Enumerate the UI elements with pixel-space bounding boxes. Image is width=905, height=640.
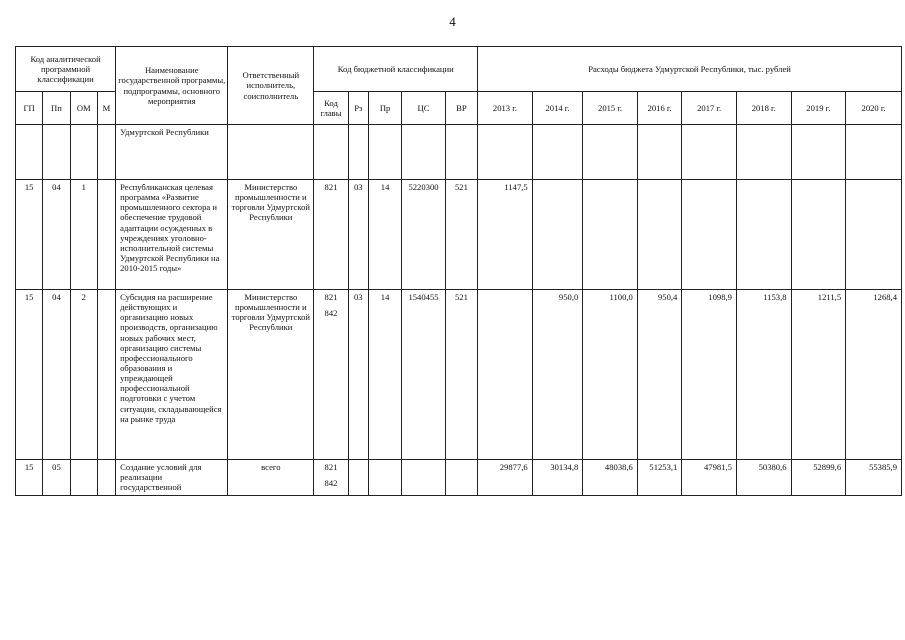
row-value-2017 [682,180,737,290]
row-cs [402,460,445,496]
row-value-2017: 47981,5 [682,460,737,496]
row-value-2016 [637,180,681,290]
row-value-2014: 950,0 [532,290,583,460]
header-rz: Рз [348,92,368,125]
header-row-1 [16,47,902,92]
row-value-2018: 50380,6 [736,460,791,496]
header-analytic-code: Код аналитической программной классификации [16,47,116,92]
row-gp: 15 [16,290,43,460]
row-value-2016: 950,4 [637,290,681,460]
row-pr: 14 [368,180,401,290]
row-vr: 521 [445,290,477,460]
header-year-2014: 2014 г. [532,92,583,125]
row-pr: 14 [368,290,401,460]
row-kod-glavy: 821 842 [314,290,348,460]
row-name: Создание условий для реализации государственной [116,460,228,496]
table-row [16,290,902,460]
header-budget-code: Код бюджетной классификации [314,47,478,92]
header-pr: Пр [368,92,401,125]
row-rz: 03 [348,290,368,460]
row-responsible: Министерство промышленности и торговли Удмуртской Республики [228,290,314,460]
header-year-2018: 2018 г. [736,92,791,125]
row-value-2019: 1211,5 [791,290,846,460]
row-om: 1 [70,180,97,290]
row-value-2015 [583,180,638,290]
row-value-2020: 55385,9 [846,460,902,496]
row-value-2015: 48038,6 [583,460,638,496]
header-year-2015: 2015 г. [583,92,638,125]
row-value-2020 [846,180,902,290]
header-gp: ГП [16,92,43,125]
budget-table [15,46,902,496]
row-gp: 15 [16,180,43,290]
row-responsible: всего [228,460,314,496]
row-rz: 03 [348,180,368,290]
row-rz [348,460,368,496]
row-value-2020: 1268,4 [846,290,902,460]
row-name: Субсидия на расширение действующих и организацию новых производств, организацию новых рабочих мест, организацию системы профессионального образования и упреждающей профессиональной подготовки с учетом ситуации, складывающейся на рынке труда [116,290,228,460]
table-row [16,460,902,496]
row-value-2018 [736,180,791,290]
row-value-2014: 30134,8 [532,460,583,496]
row-value-2017: 1098,9 [682,290,737,460]
header-expenses: Расходы бюджета Удмуртской Республики, тыс. рублей [478,47,902,92]
row-om [70,460,97,496]
table-row [16,180,902,290]
row-vr [445,460,477,496]
row-m [97,180,115,290]
row-value-2016: 51253,1 [637,460,681,496]
row-value-2013: 29877,6 [478,460,533,496]
page-number: 4 [449,14,456,29]
header-kod-glavy: Код главы [314,92,348,125]
row-kod-glavy: 821 [314,180,348,290]
header-responsible: Ответственный исполнитель, соисполнитель [228,47,314,125]
row-pp: 04 [43,290,70,460]
row-pp: 04 [43,180,70,290]
row-cs: 1540455 [402,290,445,460]
header-year-2017: 2017 г. [682,92,737,125]
row-name: Республиканская целевая программа «Развитие промышленного сектора и обеспечение трудовой адаптации осужденных в учреждениях уголовно-исполнительной системы Удмуртской Республики на 2010-2015 годы» [116,180,228,290]
header-pp: Пп [43,92,70,125]
row-m [97,290,115,460]
continued-text: Удмуртской Республики [116,125,228,180]
header-name: Наименование государственной программы, подпрограммы, основного мероприятия [116,47,228,125]
row-value-2013 [478,290,533,460]
header-year-2019: 2019 г. [791,92,846,125]
row-om: 2 [70,290,97,460]
header-year-2013: 2013 г. [478,92,533,125]
row-m [97,460,115,496]
row-value-2013: 1147,5 [478,180,533,290]
row-value-2018: 1153,8 [736,290,791,460]
continuation-row [16,125,902,180]
header-vr: ВР [445,92,477,125]
row-gp: 15 [16,460,43,496]
header-year-2020: 2020 г. [846,92,902,125]
row-value-2015: 1100,0 [583,290,638,460]
row-value-2019 [791,180,846,290]
header-m: М [97,92,115,125]
row-pp: 05 [43,460,70,496]
header-om: ОМ [70,92,97,125]
row-value-2019: 52899,6 [791,460,846,496]
row-kod-glavy: 821 842 [314,460,348,496]
row-value-2014 [532,180,583,290]
row-vr: 521 [445,180,477,290]
row-responsible: Министерство промышленности и торговли Удмуртской Республики [228,180,314,290]
header-cs: ЦС [402,92,445,125]
header-year-2016: 2016 г. [637,92,681,125]
row-pr [368,460,401,496]
row-cs: 5220300 [402,180,445,290]
